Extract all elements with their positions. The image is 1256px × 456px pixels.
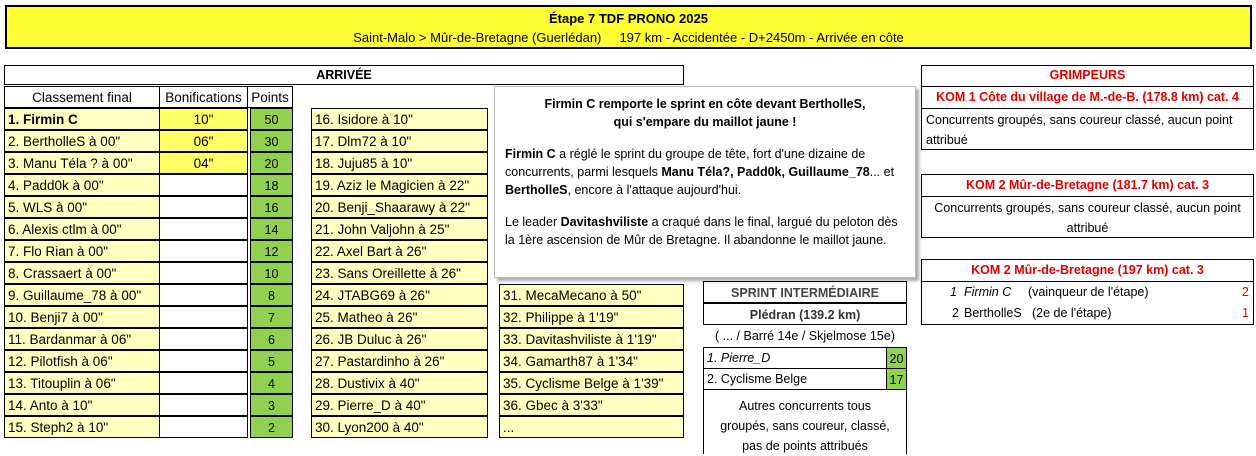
classement-row-name: 8. Crassaert à 00" — [4, 262, 160, 284]
classement-row-bonif: 06" — [159, 130, 248, 152]
sprint-row-2-points: 17 — [886, 368, 907, 390]
classement-row-name: 13. Titouplin à 06" — [4, 372, 160, 394]
classement-row-name: 34. Gamarth87 à 1'34" — [499, 350, 684, 372]
classement-row-points: 3 — [250, 394, 293, 416]
classement-row-name: 33. Davitashviliste à 1'19" — [499, 328, 684, 350]
sprint-row-1-name: 1. Pierre_D — [707, 351, 771, 365]
kom3-row-1-points: 2 — [1242, 285, 1249, 299]
sprint-title: SPRINT INTERMÉDIAIRE — [703, 281, 907, 303]
classement-row-bonif — [159, 196, 248, 218]
kom2-text: Concurrents groupés, sans coureur classé, aucun point attribué — [934, 201, 1241, 235]
note-headline-1: Firmin C remporte le sprint en côte devant BertholleS, — [544, 97, 866, 111]
classement-row-name: 17. Dlm72 à 10" — [311, 130, 488, 152]
classement-row-points: 18 — [250, 174, 293, 196]
note-headline-2: qui s'empare du maillot jaune ! — [613, 115, 797, 129]
classement-row-name: 26. JB Duluc à 26" — [311, 328, 488, 350]
classement-row-points: 2 — [250, 416, 293, 438]
classement-row-bonif — [159, 306, 248, 328]
kom2-title: KOM 2 Mûr-de-Bretagne (181.7 km) cat. 3 — [922, 175, 1253, 197]
note-paragraph-1: Firmin C a réglé le sprint du groupe de tête, fort d'une dizaine de concurrents, parmi lesquels Manu Téla?, Padd0k, Guillaume_78... et BertholleS, encore à l'attaque aujourd'hui. — [505, 147, 895, 197]
kom3-title: KOM 2 Mûr-de-Bretagne (197 km) cat. 3 — [922, 260, 1253, 282]
col-header-points: Points — [247, 86, 293, 108]
kom1-box — [921, 86, 1254, 150]
classement-row-name: 19. Aziz le Magicien à 22" — [311, 174, 488, 196]
kom1-title: KOM 1 Côte du village de M.-de-B. (178.8 km) cat. 4 — [922, 87, 1253, 109]
kom2-box — [921, 174, 1254, 238]
classement-row-points: 20 — [250, 152, 293, 174]
sprint-place: Plédran (139.2 km) — [703, 303, 907, 325]
classement-row-name: 6. Alexis ctlm à 00" — [4, 218, 160, 240]
classement-row-name: 16. Isidore à 10" — [311, 108, 488, 130]
classement-row-name: 24. JTABG69 à 26" — [311, 284, 488, 306]
classement-row-bonif — [159, 394, 248, 416]
classement-row-points: 14 — [250, 218, 293, 240]
classement-row-name: 11. Bardanmar à 06" — [4, 328, 160, 350]
classement-row-points: 6 — [250, 328, 293, 350]
classement-row-name: 25. Matheo à 26" — [311, 306, 488, 328]
classement-row-points: 5 — [250, 350, 293, 372]
kom3-row-2-rank: 2 — [952, 306, 959, 320]
sprint-others: Autres concurrents tous groupés, sans coureur, classé, pas de points attribués — [703, 390, 907, 454]
grimpeurs-title: GRIMPEURS — [921, 65, 1254, 87]
classement-row-name: 1. Firmin C — [4, 108, 160, 130]
kom3-row-2-name: BertholleS — [964, 306, 1022, 320]
classement-row-name: 30. Lyon200 à 40" — [311, 416, 488, 438]
classement-row-name: 5. WLS à 00" — [4, 196, 160, 218]
kom3-row-2-points: 1 — [1242, 306, 1249, 320]
classement-row-name: 15. Steph2 à 10" — [4, 416, 160, 438]
kom3-row-1-name: Firmin C — [964, 285, 1012, 299]
classement-row-points: 10 — [250, 262, 293, 284]
classement-row-name: 21. John Valjohn à 25" — [311, 218, 488, 240]
classement-row-bonif — [159, 350, 248, 372]
stage-comment-note — [494, 86, 916, 278]
classement-row-name: ... — [499, 416, 684, 438]
classement-row-bonif — [159, 262, 248, 284]
classement-row-name: 22. Axel Bart à 26" — [311, 240, 488, 262]
kom1-text: Concurrents groupés, sans coureur classé, aucun point attribué — [926, 113, 1233, 147]
classement-row-name: 9. Guillaume_78 à 00" — [4, 284, 160, 306]
sprint-row-1 — [703, 347, 907, 369]
classement-row-bonif: 04" — [159, 152, 248, 174]
classement-row-name: 31. MecaMecano à 50" — [499, 284, 684, 306]
classement-row-name: 12. Pilotfish à 06" — [4, 350, 160, 372]
kom3-box — [921, 259, 1254, 325]
kom3-row-1-note: (vainqueur de l'étape) — [1028, 285, 1149, 299]
sprint-row-2 — [703, 368, 907, 390]
classement-row-bonif — [159, 174, 248, 196]
kom3-row-2-note: (2e de l'étape) — [1032, 306, 1112, 320]
classement-row-name: 36. Gbec à 3'33" — [499, 394, 684, 416]
classement-row-name: 3. Manu Téla ? à 00" — [4, 152, 160, 174]
note-paragraph-2: Le leader Davitashviliste a craqué dans le final, largué du peloton dès la 1ère ascension de Mûr de Bretagne. Il abandonne le maillot jaune. — [505, 215, 898, 247]
classement-row-name: 23. Sans Oreillette à 26" — [311, 262, 488, 284]
kom3-row-1-rank: 1 — [950, 285, 957, 299]
classement-row-name: 29. Pierre_D à 40" — [311, 394, 488, 416]
classement-row-points: 8 — [250, 284, 293, 306]
classement-row-points: 30 — [250, 130, 293, 152]
classement-row-bonif: 10" — [159, 108, 248, 130]
col-header-classement: Classement final — [4, 86, 160, 108]
classement-row-name: 14. Anto à 10" — [4, 394, 160, 416]
stage-subtitle: Saint-Malo > Mûr-de-Bretagne (Guerlédan) 197 km - Accidentée - D+2450m - Arrivée en côte — [353, 30, 904, 45]
sprint-note: ( ... / Barré 14e / Skjelmose 15e) — [715, 329, 895, 343]
classement-row-name: 10. Benji7 à 00" — [4, 306, 160, 328]
classement-row-bonif — [159, 284, 248, 306]
arrivee-title: ARRIVÉE — [4, 65, 684, 85]
classement-row-name: 4. Padd0k à 00" — [4, 174, 160, 196]
classement-row-name: 20. Benji_Shaarawy à 22" — [311, 196, 488, 218]
kom3-row-2 — [922, 303, 1253, 324]
stage-title: Étape 7 TDF PRONO 2025 — [549, 11, 708, 26]
sprint-row-2-name: 2. Cyclisme Belge — [707, 372, 808, 386]
stage-header — [5, 5, 1252, 49]
classement-row-name: 32. Philippe à 1'19" — [499, 306, 684, 328]
classement-row-name: 35. Cyclisme Belge à 1'39" — [499, 372, 684, 394]
classement-row-points: 7 — [250, 306, 293, 328]
classement-row-name: 7. Flo Rian à 00" — [4, 240, 160, 262]
classement-row-points: 50 — [250, 108, 293, 130]
classement-row-bonif — [159, 328, 248, 350]
classement-row-bonif — [159, 372, 248, 394]
classement-row-points: 16 — [250, 196, 293, 218]
classement-row-name: 18. Juju85 à 10" — [311, 152, 488, 174]
classement-row-name: 27. Pastardinho à 26" — [311, 350, 488, 372]
col-header-bonif: Bonifications — [159, 86, 248, 108]
classement-row-bonif — [159, 416, 248, 438]
classement-row-points: 4 — [250, 372, 293, 394]
classement-row-name: 2. BertholleS à 00" — [4, 130, 160, 152]
classement-row-bonif — [159, 240, 248, 262]
classement-row-points: 12 — [250, 240, 293, 262]
sprint-row-1-points: 20 — [886, 347, 907, 369]
kom3-row-1 — [922, 282, 1253, 303]
classement-row-name: 28. Dustivix à 40" — [311, 372, 488, 394]
classement-row-bonif — [159, 218, 248, 240]
